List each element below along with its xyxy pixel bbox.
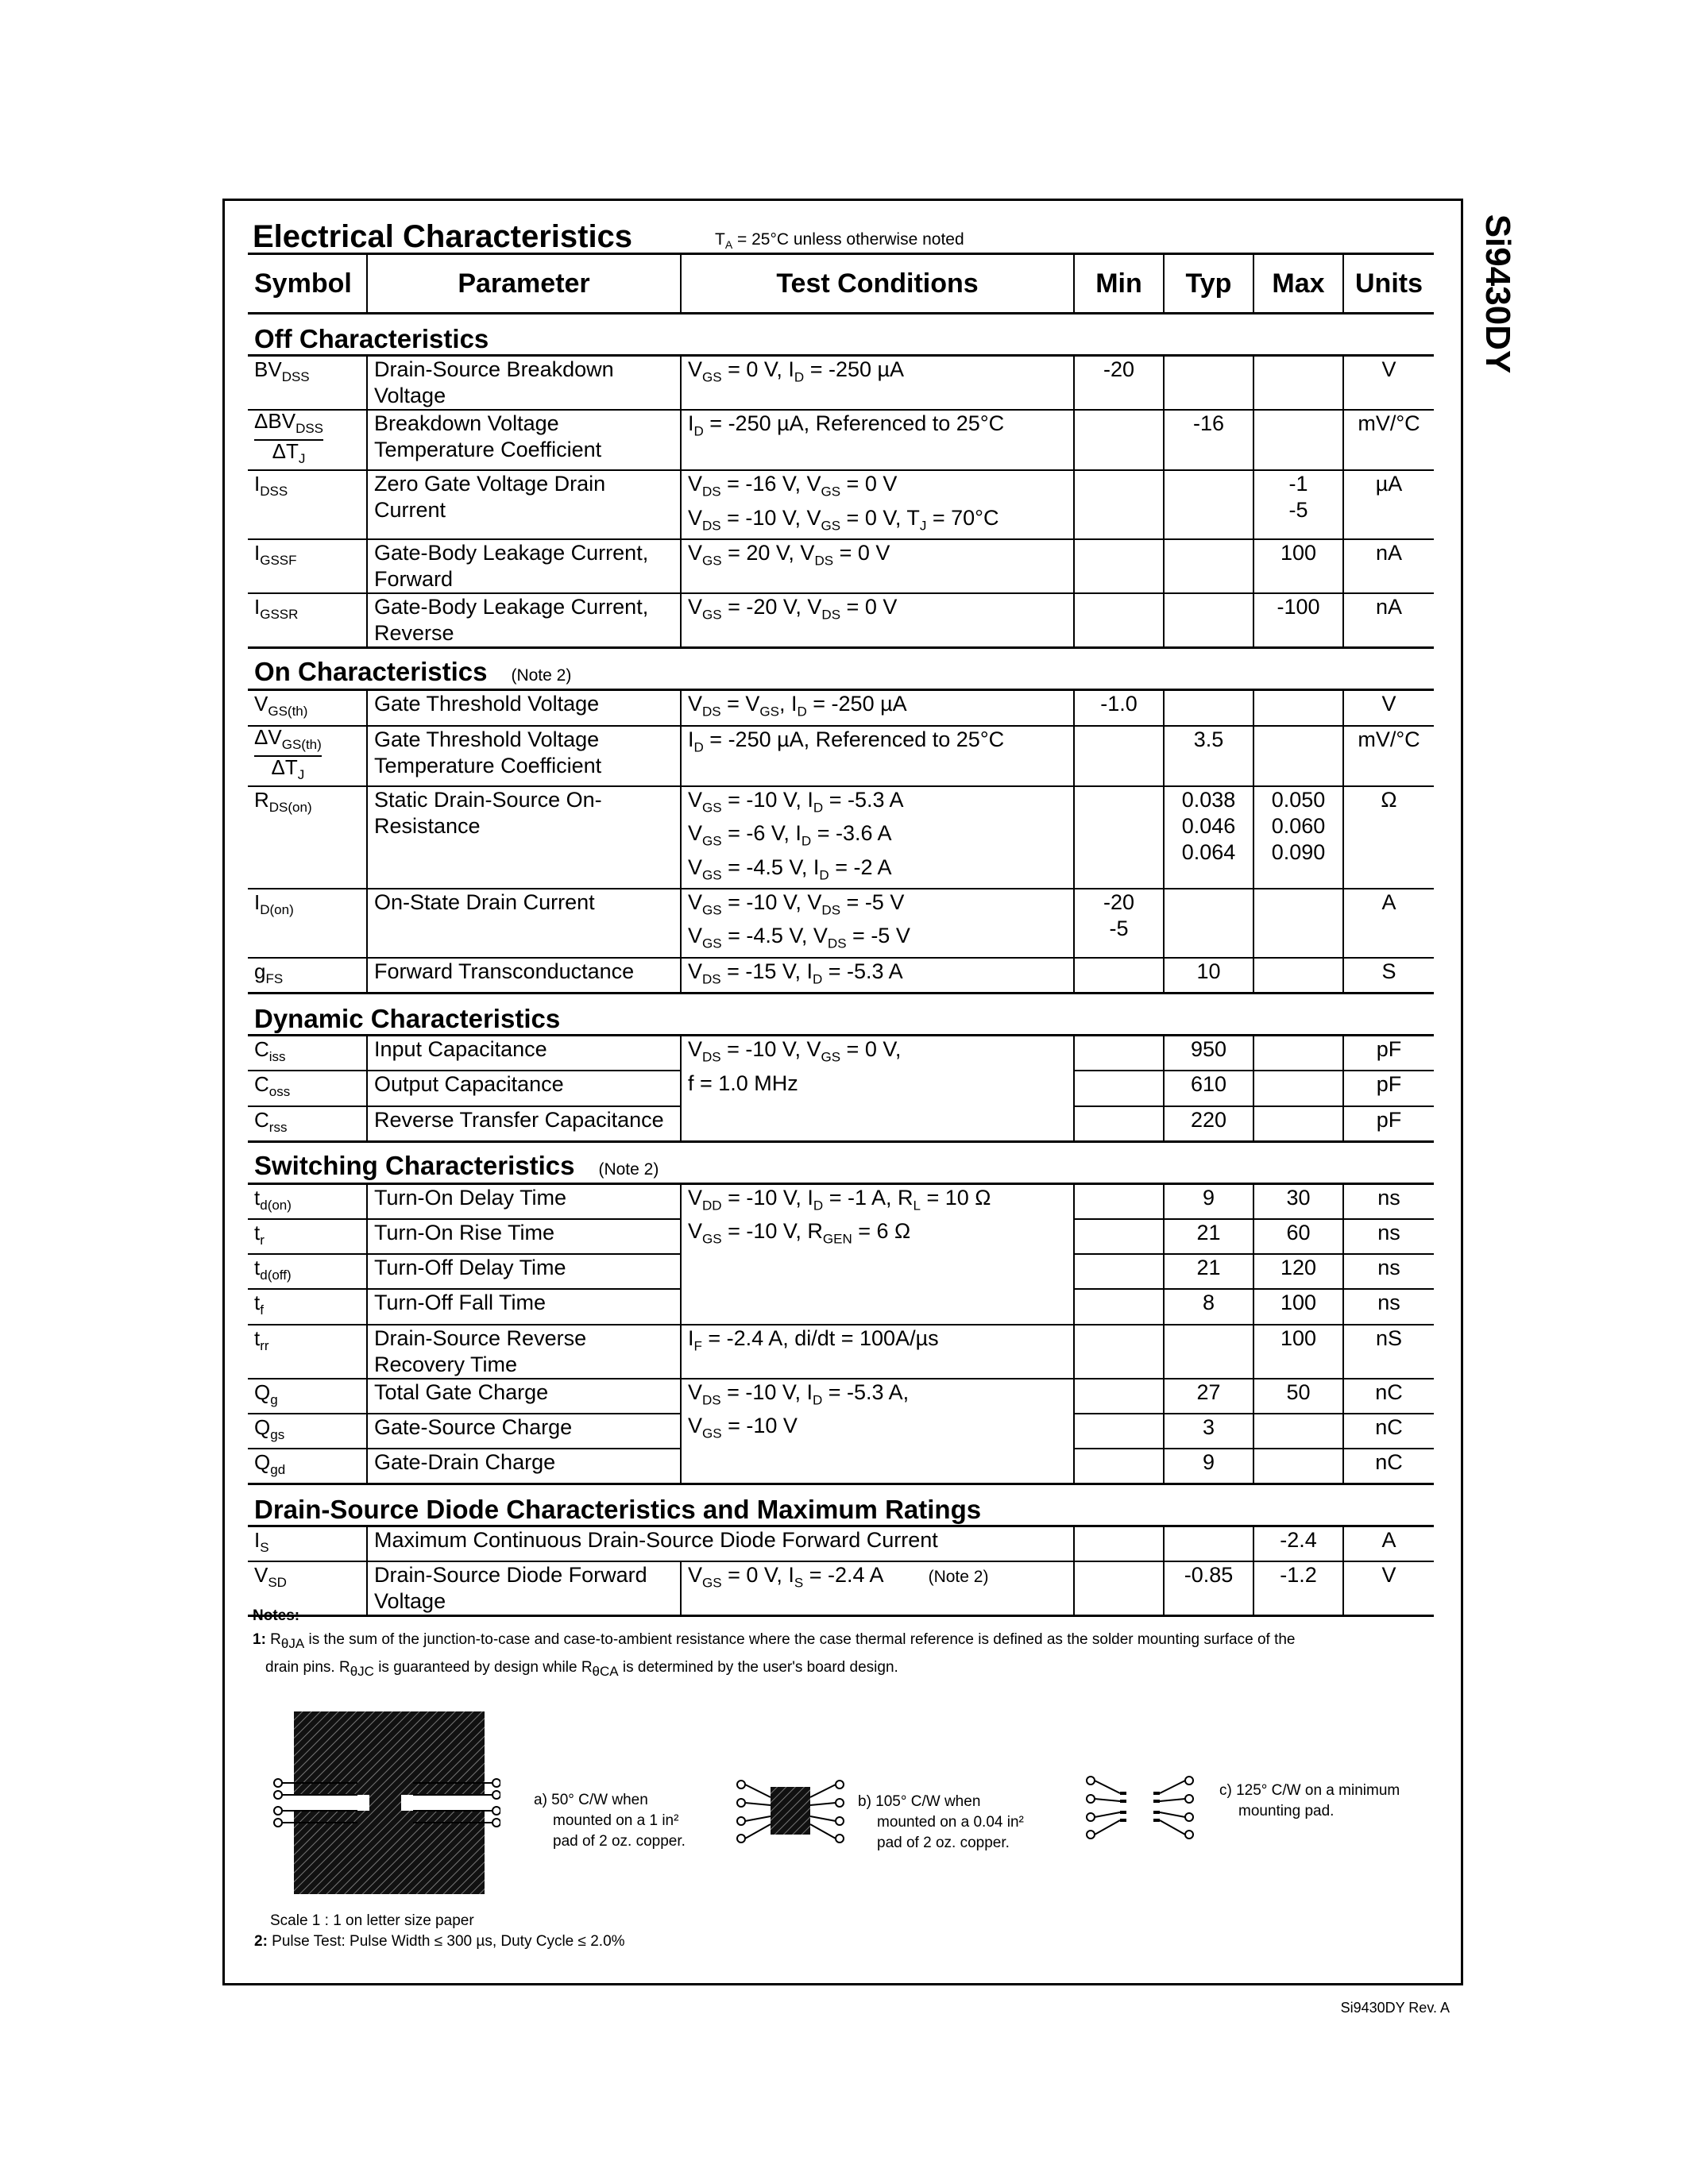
page-title: Electrical Characteristics [253,219,633,254]
header-units: Units [1343,254,1434,314]
notes: Notes: 1: $R_{\theta JA}$ is the sum of the junction-to-case and case-to-ambient resistance where the case thermal reference is defined as the solder mounting surface of the drain pins. $R_{\theta JC}$ is guaranteed by design while $R_{\theta CA}$ is determined by the user's board design. [253,1607,1296,1679]
table-row: $C_{oss}$ Output Capacitance 610 pF [248,1071,1434,1106]
header-typ: Typ [1164,254,1253,314]
table-row: $V_{GS(th)}$ Gate Threshold Voltage $V_{DS} = V_{GS}$, $I_D = -250$ µA -1.0 V [248,690,1434,726]
table-row: $I_S$ Maximum Continuous Drain-Source Diode Forward Current -2.4 A [248,1526,1434,1562]
table-row: $Q_{gs}$ Gate-Source Charge 3 nC [248,1414,1434,1449]
pad-a-illustration [270,1707,500,1898]
table-row: $C_{rss}$ Reverse Transfer Capacitance 220 pF [248,1106,1434,1142]
pad-c-illustration [1084,1771,1196,1843]
section-on: On Characteristics (Note 2) [248,648,1434,690]
table-row: $\Delta V_{GS(th)}$ $\Delta T_J$ Gate Threshold Voltage Temperature Coefficient $I_D = -250$ µA, Referenced to 25°C 3.5 mV/°C [248,726,1434,786]
section-off: Off Characteristics [248,314,1434,356]
header-parameter: Parameter [367,254,681,314]
header-conditions: Test Conditions [681,254,1074,314]
table-row: $\Delta BV_{DSS}$ $\Delta T_J$ Breakdown Voltage Temperature Coefficient $I_D = -250$ µA, Referenced to 25°C -16 mV/°C [248,410,1434,470]
note-2: 2: Pulse Test: Pulse Width ≤ 300 µs, Duty Cycle ≤ 2.0% [254,1933,625,1950]
table-row: $t_{rr}$ Drain-Source Reverse Recovery Time $I_F = -2.4$ A, di/dt = 100A/µs 100 nS [248,1325,1434,1379]
part-number-vertical: Si9430DY [1478,214,1517,374]
table-row: $I_{GSSF}$ Gate-Body Leakage Current, Forward $V_{GS} = 20$ V, $V_{DS} = 0$ V 100 nA [248,539,1434,593]
table-row: $t_{d(on)}$ Turn-On Delay Time $V_{DD} = -10$ V, $I_D = -1$ A, $R_L = 10$ Ω $V_{GS} = -10$ V, $R_{GEN} = 6$ Ω 9 30 ns [248,1183,1434,1219]
section-diode: Drain-Source Diode Characteristics and Maximum Ratings [248,1484,1434,1526]
table-row: $I_{D(on)}$ On-State Drain Current $V_{GS} = -10$ V, $V_{DS} = -5$ V $V_{GS} = -4.5$ V, $V_{DS} = -5$ V -20 -5 A [248,889,1434,958]
table-row: $V_{SD}$ Drain-Source Diode Forward Voltage $V_{GS} = 0$ V, $I_S = -2.4$ A (Note 2) -0.85 -1.2 V [248,1561,1434,1616]
scale-note: Scale 1 : 1 on letter size paper [270,1912,474,1929]
table-header [248,254,1434,314]
pad-b-caption: b) 105° C/W when mounted on a 0.04 in² pad of 2 oz. copper. [858,1793,1024,1851]
footer-revision: Si9430DY Rev. A [1340,2000,1450,2016]
header-max: Max [1253,254,1343,314]
table-row: $Q_g$ Total Gate Charge $V_{DS} = -10$ V, $I_D = -5.3$ A, $V_{GS} = -10$ V 27 50 nC [248,1379,1434,1414]
table-row: $I_{GSSR}$ Gate-Body Leakage Current, Reverse $V_{GS} = -20$ V, $V_{DS} = 0$ V -100 nA [248,593,1434,648]
table-row: $I_{DSS}$ Zero Gate Voltage Drain Current $V_{DS} = -16$ V, $V_{GS} = 0$ V $V_{DS} = -10$ V, $V_{GS} = 0$ V, $T_J = 70^\circ C$ -1 -5 µA [248,470,1434,539]
table-row: $C_{iss}$ Input Capacitance $V_{DS} = -10$ V, $V_{GS} = 0$ V, f = 1.0 MHz 950 pF [248,1036,1434,1071]
pad-c-caption: c) 125° C/W on a minimum mounting pad. [1219,1782,1400,1819]
table-row: $R_{DS(on)}$ Static Drain-Source On-Resistance $V_{GS} = -10$ V, $I_D = -5.3$ A $V_{GS} = -6$ V, $I_D = -3.6$ A $V_{GS} = -4.5$ V, $I_D = -2$ A 0.038 0.046 0.064 0.050 0.060 0.090 Ω [248,786,1434,889]
pad-b-illustration [735,1775,846,1846]
table-row: $g_{FS}$ Forward Transconductance $V_{DS} = -15$ V, $I_D = -5.3$ A 10 S [248,958,1434,994]
table-row: $t_{d(off)}$ Turn-Off Delay Time 21 120 ns [248,1254,1434,1289]
table-row: $t_r$ Turn-On Rise Time 21 60 ns [248,1219,1434,1254]
title-note: $T_A = 25^\circ C$ unless otherwise noted [715,230,964,252]
header-symbol: Symbol [248,254,367,314]
header-min: Min [1074,254,1164,314]
table-row: $t_f$ Turn-Off Fall Time 8 100 ns [248,1289,1434,1324]
electrical-characteristics-table [248,253,1434,1617]
pad-a-caption: a) 50° C/W when mounted on a 1 in² pad of 2 oz. copper. [534,1792,686,1850]
section-switching: Switching Characteristics (Note 2) [248,1141,1434,1183]
table-row: $BV_{DSS}$ Drain-Source Breakdown Voltage $V_{GS} = 0$ V, $I_D = -250$ µA -20 V [248,356,1434,411]
section-dynamic: Dynamic Characteristics [248,994,1434,1036]
table-row: $Q_{gd}$ Gate-Drain Charge 9 nC [248,1449,1434,1484]
